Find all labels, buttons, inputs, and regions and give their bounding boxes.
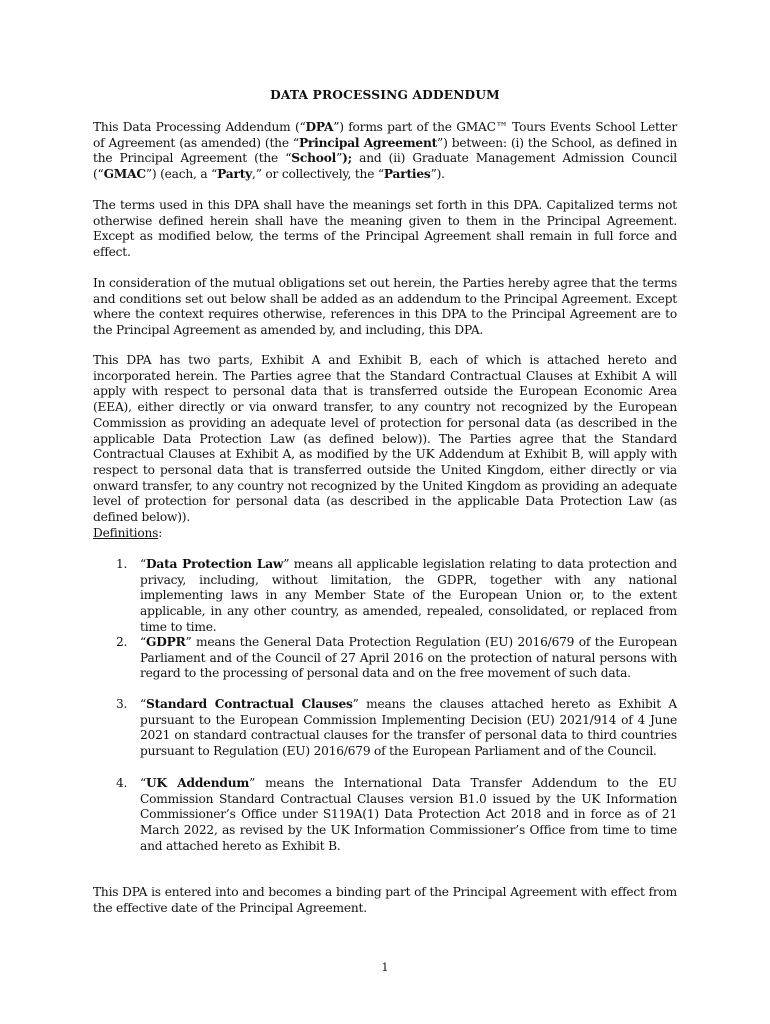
definition-item: 3. “Standard Contractual Clauses” means the clauses attached hereto as Exhibit A pursuant to the European Commission Implementing Decision (EU) 2021/914 of 4 June 2021 on standard contractual clauses for the transfer of personal data to third countries pursuant to Regulation (EU) 2016/679 of the European Parliament and of the Council.: [116, 697, 677, 759]
definitions-heading: Definitions:: [93, 526, 163, 540]
document-title: DATA PROCESSING ADDENDUM: [270, 88, 500, 102]
intro-paragraph: This Data Processing Addendum (“DPA”) forms part of the GMAC™ Tours Events School Letter of Agreement (as amended) (the “Principal Agreement”) between: (i) the School, as defined in the Principal Agreement (the “School”); and (ii) Graduate Management Admission Council (“GMAC”) (each, a “Party,” or collectively, the “Parties”).: [93, 120, 678, 182]
effective-date-paragraph: This DPA is entered into and becomes a binding part of the Principal Agreement with effect from the effective date of the Principal Agreement.: [93, 885, 677, 915]
page-number: 1: [381, 961, 389, 974]
consideration-paragraph: In consideration of the mutual obligations set out herein, the Parties hereby agree that the terms and conditions set out below shall be added as an addendum to the Principal Agreement. Except where the context requires otherwise, references in this DPA to the Principal Agreement are to the Principal Agreement as amended by, and including, this DPA.: [93, 276, 677, 338]
definition-term: GDPR: [146, 635, 186, 649]
definition-term: Standard Contractual Clauses: [146, 697, 353, 711]
two-parts-paragraph: This DPA has two parts, Exhibit A and Exhibit B, each of which is attached hereto and incorporated herein. The Parties agree that the Standard Contractual Clauses at Exhibit A will apply with respect to personal data that is transferred outside the European Economic Area (EEA), either directly or via onward transfer, to any country not recognized by the European Commission as providing an adequate level of protection for personal data (as described in the applicable Data Protection Law (as defined below)). The Parties agree that the Standard Contractual Clauses at Exhibit A, as modified by the UK Addendum at Exhibit B, will apply with respect to personal data that is transferred outside the United Kingdom, either directly or via onward transfer, to any country not recognized by the United Kingdom as providing an adequate level of protection for personal data (as described in the applicable Data Protection Law (as defined below)).: [93, 353, 677, 525]
terms-paragraph: The terms used in this DPA shall have the meanings set forth in this DPA. Capitalized terms not otherwise defined herein shall have the meaning given to them in the Principal Agreement. Except as modified below, the terms of the Principal Agreement shall remain in full force and effect.: [93, 198, 677, 260]
definition-term: Data Protection Law: [146, 557, 284, 571]
definition-item: 4. “UK Addendum” means the International Data Transfer Addendum to the EU Commission Standard Contractual Clauses version B1.0 issued by the UK Information Commissioner’s Office under S119A(1) Data Protection Act 2018 and in force as of 21 March 2022, as revised by the UK Information Commissioner’s Office from time to time and attached hereto as Exhibit B.: [116, 776, 677, 853]
definition-item: 1. “Data Protection Law” means all applicable legislation relating to data protection and privacy, including, without limitation, the GDPR, together with any national implementing laws in any Member State of the European Union or, to the extent applicable, in any other country, as amended, repealed, consolidated, or replaced from time to time.: [116, 557, 677, 634]
definition-term: UK Addendum: [146, 776, 250, 790]
definition-item: 2. “GDPR” means the General Data Protection Regulation (EU) 2016/679 of the European Parliament and of the Council of 27 April 2016 on the protection of natural persons with regard to the processing of personal data and on the free movement of such data.: [116, 635, 677, 681]
